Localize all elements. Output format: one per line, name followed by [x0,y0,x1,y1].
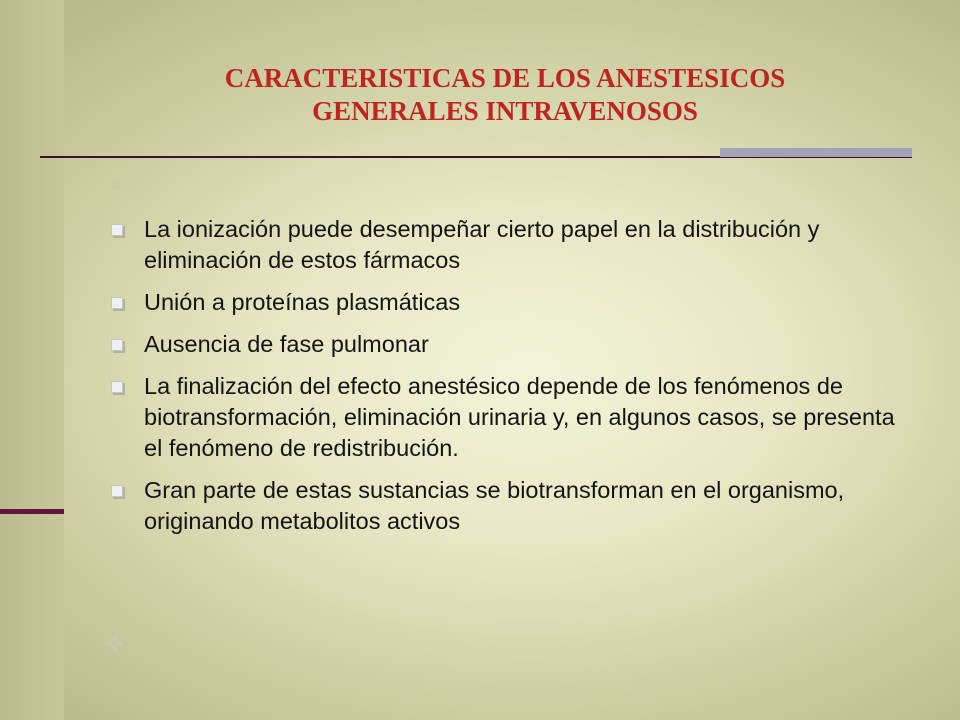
bullet-text: La finalización del efecto anestésico depende de los fenómenos de biotransformación, eliminación urinaria y, en algunos casos, se presenta el fenómeno de redistribución. [144,373,895,461]
square-bullet-icon [111,297,123,309]
square-bullet-icon [111,339,123,351]
left-decorative-band [0,0,64,720]
bullet-list [108,214,908,548]
bullet-text: Gran parte de estas sustancias se biotransforman en el organismo, originando metabolitos activos [144,477,845,534]
title-line-2: GENERALES INTRAVENOSOS [312,96,698,126]
bullet-text: La ionización puede desempeñar cierto papel en la distribución y eliminación de estos fármacos [144,216,820,273]
bullet-text: Ausencia de fase pulmonar [144,331,429,357]
square-bullet-icon [111,485,123,497]
diamond-bullet-icon: ❖ [104,630,126,658]
small-square-bullet-icon [112,181,121,190]
list-item [108,371,908,464]
list-item [108,475,908,537]
list-item [108,329,908,360]
title-line-1: CARACTERISTICAS DE LOS ANESTESICOS [224,63,786,93]
square-bullet-icon [111,381,123,393]
left-accent-bar [0,509,64,514]
bullet-text: Unión a proteínas plasmáticas [144,289,461,315]
square-bullet-icon [111,224,123,236]
slide-title [95,62,915,128]
list-item [108,287,908,318]
title-divider-accent [720,148,912,157]
list-item [108,214,908,276]
